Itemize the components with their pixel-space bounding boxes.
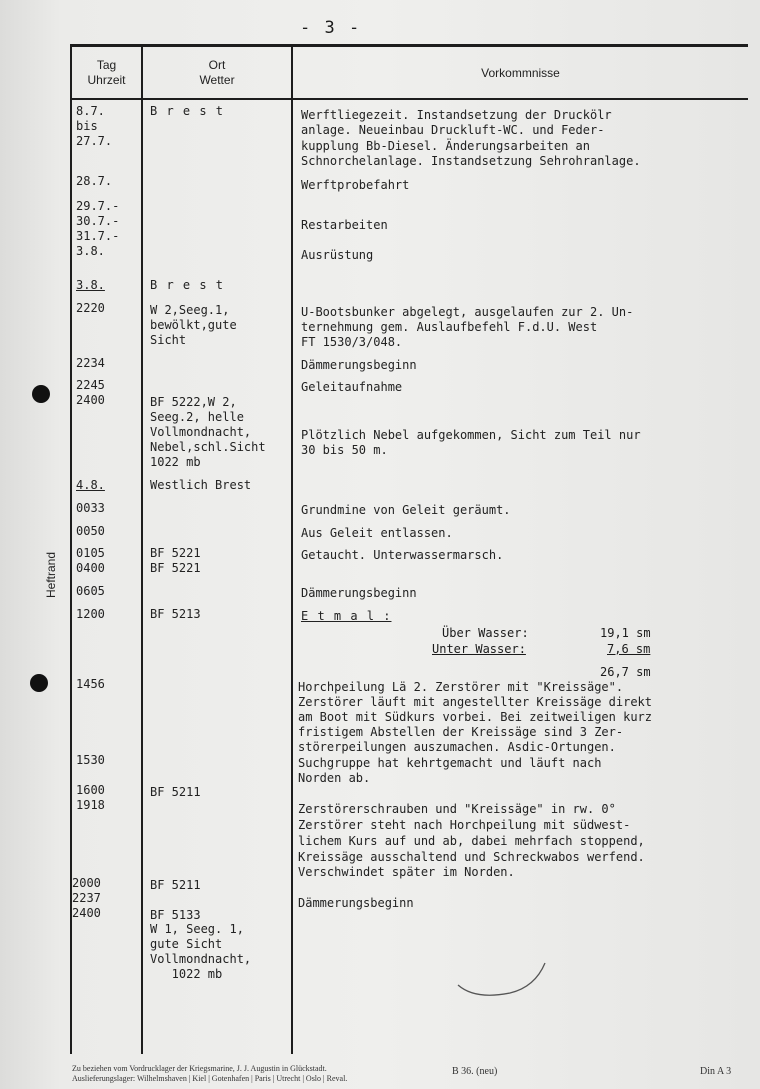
row-event: lichem Kurs auf und ab, dabei mehrfach stoppend, [298, 834, 645, 848]
row-event: Zerstörer steht nach Horchpeilung mit südwest- [298, 818, 631, 832]
row-time: 2400 [76, 393, 105, 407]
row-event: Dämmerungsbeginn [298, 896, 414, 910]
header-wetter: Wetter [199, 73, 235, 87]
row-time: 8.7. [76, 104, 105, 118]
row-time: 1200 [76, 607, 105, 621]
row-event: Getaucht. Unterwassermarsch. [301, 548, 504, 562]
row-time: 0033 [76, 501, 105, 515]
etmal-over-label: Über Wasser: [442, 626, 529, 640]
row-event: Plötzlich Nebel aufgekommen, Sicht zum Teil nur [301, 428, 641, 442]
row-event: Dämmerungsbeginn [301, 358, 417, 372]
row-time: 2400 [72, 906, 101, 920]
row-event: Aus Geleit entlassen. [301, 526, 453, 540]
row-event: FT 1530/3/048. [301, 335, 403, 349]
table-header-rule [70, 98, 748, 100]
header-col-events [293, 48, 748, 98]
etmal-total: 26,7 sm [600, 665, 651, 679]
row-event: Geleitaufnahme [301, 380, 403, 394]
row-time: 1530 [76, 753, 105, 767]
header-vorkommnisse: Vorkommnisse [481, 65, 560, 80]
punch-hole-bottom [30, 674, 48, 692]
header-uhrzeit: Uhrzeit [87, 73, 126, 87]
row-place: BF 5213 [150, 607, 201, 621]
row-place: Vollmondnacht, [150, 425, 252, 439]
row-place: BF 5133 [150, 908, 201, 922]
row-time: 29.7.- [76, 199, 120, 213]
row-time: 0050 [76, 524, 105, 538]
row-place: BF 5211 [150, 785, 201, 799]
table-col1-rule [141, 44, 143, 1054]
paper-size: Din A 3 [700, 1066, 732, 1077]
row-place: W 2,Seeg.1, [150, 303, 230, 317]
row-event: Suchgruppe hat kehrtgemacht und läuft nach [298, 756, 602, 770]
row-time: 1600 [76, 783, 105, 797]
row-event: anlage. Neueinbau Druckluft-WC. und Feder- [301, 123, 605, 137]
row-place: W 1, Seeg. 1, [150, 922, 244, 936]
row-event: Ausrüstung [301, 248, 374, 262]
row-place: BF 5221 [150, 561, 201, 575]
row-time: 1456 [76, 677, 105, 691]
etmal-heading: E t m a l : [301, 609, 392, 623]
row-time: 2220 [76, 301, 105, 315]
header-tag: Tag [96, 58, 117, 72]
row-place: B r e s t [150, 104, 225, 118]
row-event: störerpeilungen auszumachen. Asdic-Ortungen. [298, 740, 616, 754]
row-time: 2234 [76, 356, 105, 370]
etmal-over-value: 19,1 sm [600, 626, 651, 640]
row-event: ternehmung gem. Auslaufbefehl F.d.U. West [301, 320, 598, 334]
row-event: Kreissäge ausschaltend und Schreckwabos werfend. [298, 850, 645, 864]
etmal-under-value: 7,6 sm [607, 642, 651, 656]
footer-line-1: Zu beziehen vom Vordrucklager der Kriegsmarine, J. J. Augustin in Glückstadt. [72, 1064, 327, 1073]
row-event: Norden ab. [298, 771, 371, 785]
row-time: 27.7. [76, 134, 113, 148]
etmal-under-label: Unter Wasser: [432, 642, 526, 656]
row-event: am Boot mit Südkurs vorbei. Bei zeitweiligen kurz [298, 710, 653, 724]
row-place: BF 5221 [150, 546, 201, 560]
row-event: Grundmine von Geleit geräumt. [301, 503, 511, 517]
row-event: 30 bis 50 m. [301, 443, 388, 457]
row-place: gute Sicht [150, 937, 223, 951]
row-date: 4.8. [76, 478, 105, 492]
row-event: kupplung Bb-Diesel. Änderungsarbeiten an [301, 139, 590, 153]
row-event: Horchpeilung Lä 2. Zerstörer mit "Kreissäge". [298, 680, 624, 694]
form-footer [72, 1064, 347, 1084]
table-top-rule [70, 44, 748, 47]
page-number: - 3 - [300, 18, 362, 38]
row-time: 3.8. [76, 244, 105, 258]
row-place: Seeg.2, helle [150, 410, 244, 424]
header-ort: Ort [208, 58, 226, 72]
margin-label: Heftrand [44, 551, 58, 598]
punch-hole-top [32, 385, 50, 403]
row-event: fristigem Abstellen der Kreissäge sind 3 Zer- [298, 725, 624, 739]
row-time: 30.7.- [76, 214, 120, 228]
row-event: Werftliegezeit. Instandsetzung der Druckölr [301, 108, 612, 122]
row-event: Schnorchelanlage. Instandsetzung Sehrohranlage. [301, 154, 641, 168]
row-event: Verschwindet später im Norden. [298, 865, 515, 879]
row-time: 28.7. [76, 174, 113, 188]
row-event: Dämmerungsbeginn [301, 586, 417, 600]
row-time: 2245 [76, 378, 105, 392]
row-time: 1918 [76, 798, 105, 812]
row-event: Restarbeiten [301, 218, 388, 232]
row-time: 31.7.- [76, 229, 120, 243]
header-col-place [143, 48, 291, 98]
row-time: 2000 [72, 876, 101, 890]
form-number: B 36. (neu) [452, 1066, 498, 1077]
row-place: 1022 mb [150, 455, 201, 469]
row-time: 2237 [72, 891, 101, 905]
row-place: BF 5222,W 2, [150, 395, 237, 409]
row-place: bewölkt,gute [150, 318, 237, 332]
row-time: 0400 [76, 561, 105, 575]
row-time: 0605 [76, 584, 105, 598]
row-place: B r e s t [150, 278, 225, 292]
row-place: 1022 mb [150, 967, 223, 981]
row-place: Sicht [150, 333, 187, 347]
row-time: bis [76, 119, 98, 133]
table-col2-rule [291, 44, 293, 1054]
row-place: Nebel,schl.Sicht [150, 440, 266, 454]
row-time: 0105 [76, 546, 105, 560]
header-col-time [72, 48, 141, 98]
row-event: Werftprobefahrt [301, 178, 410, 192]
row-event: Zerstörerschrauben und "Kreissäge" in rw. 0° [298, 802, 616, 816]
row-place: Westlich Brest [150, 478, 252, 492]
row-event: U-Bootsbunker abgelegt, ausgelaufen zur 2. Un- [301, 305, 634, 319]
row-date: 3.8. [76, 278, 105, 292]
row-place: BF 5211 [150, 878, 201, 892]
row-place: Vollmondnacht, [150, 952, 252, 966]
row-event: Zerstörer läuft mit angestellter Kreissäge direkt [298, 695, 653, 709]
pencil-scribble [450, 955, 560, 1005]
footer-line-2: Auslieferungslager: Wilhelmshaven | Kiel | Gotenhafen | Paris | Utrecht | Oslo | Reval. [72, 1074, 348, 1083]
